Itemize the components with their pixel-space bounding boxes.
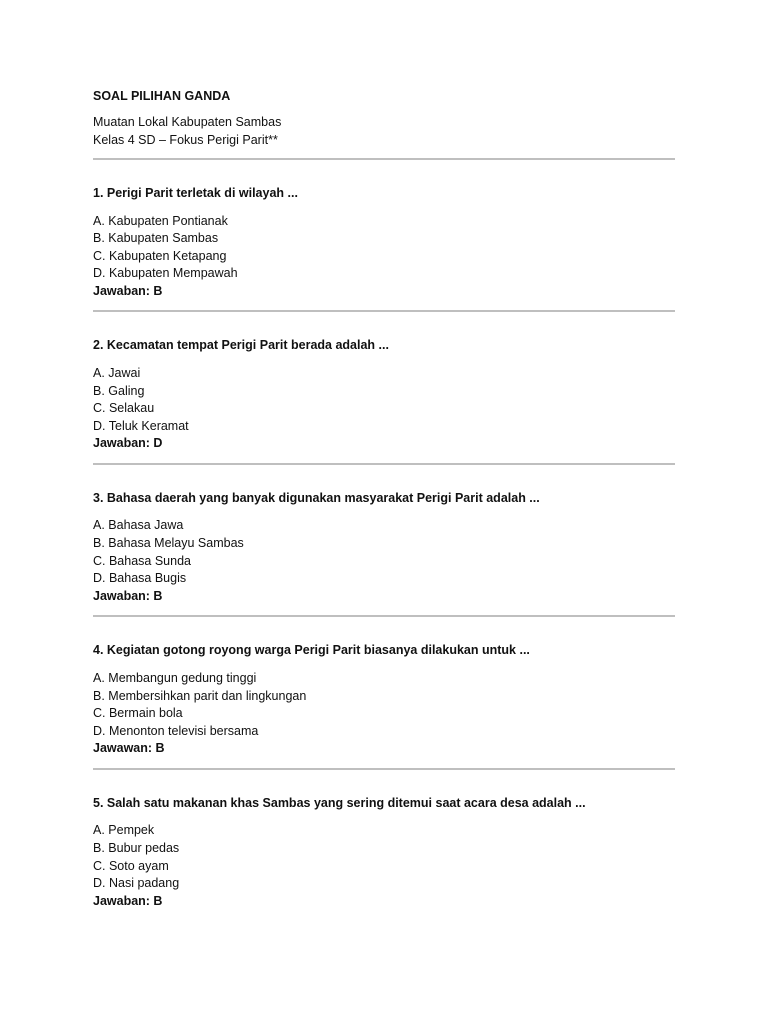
option-b: B. Bubur pedas — [93, 840, 180, 855]
question-text: 1. Perigi Parit terletak di wilayah ... — [93, 186, 298, 200]
question-5 — [93, 770, 675, 910]
option-a: A. Pempek — [93, 823, 155, 838]
option-b: B. Galing — [93, 383, 145, 398]
option-d: D. Menonton televisi bersama — [93, 723, 259, 738]
option-a: A. Bahasa Jawa — [93, 518, 184, 533]
answer-key: Jawaban: B — [93, 283, 163, 298]
question-2 — [93, 312, 675, 452]
option-c: C. Bahasa Sunda — [93, 553, 191, 568]
option-c: C. Kabupaten Ketapang — [93, 248, 227, 263]
document-page — [93, 88, 675, 920]
option-d: D. Teluk Keramat — [93, 418, 189, 433]
document-title: SOAL PILIHAN GANDA — [93, 89, 231, 103]
option-list — [93, 517, 675, 587]
subtitle-subject: Muatan Lokal Kabupaten Sambas — [93, 115, 282, 129]
option-c: C. Soto ayam — [93, 858, 169, 873]
option-b: B. Membersihkan parit dan lingkungan — [93, 688, 307, 703]
subtitle-grade: Kelas 4 SD – Fokus Perigi Parit** — [93, 132, 278, 147]
option-c: C. Bermain bola — [93, 706, 183, 721]
option-a: A. Membangun gedung tinggi — [93, 670, 257, 685]
option-a: A. Jawai — [93, 365, 141, 380]
question-text: 3. Bahasa daerah yang banyak digunakan masyarakat Perigi Parit adalah ... — [93, 490, 540, 505]
option-a: A. Kabupaten Pontianak — [93, 213, 228, 228]
option-list — [93, 213, 675, 283]
option-list — [93, 670, 675, 740]
answer-key: Jawaban: B — [93, 893, 163, 908]
answer-key: Jawaban: B — [93, 588, 163, 603]
question-text: 4. Kegiatan gotong royong warga Perigi Parit biasanya dilakukan untuk ... — [93, 643, 530, 658]
answer-key: Jawaban: D — [93, 436, 163, 451]
question-4 — [93, 617, 675, 757]
answer-key: Jawawan: B — [93, 741, 165, 756]
option-b: B. Kabupaten Sambas — [93, 231, 219, 246]
question-1 — [93, 160, 675, 300]
option-c: C. Selakau — [93, 401, 155, 416]
option-d: D. Kabupaten Mempawah — [93, 266, 238, 281]
option-d: D. Bahasa Bugis — [93, 571, 187, 586]
question-text: 5. Salah satu makanan khas Sambas yang sering ditemui saat acara desa adalah ... — [93, 795, 586, 810]
option-list — [93, 365, 675, 435]
question-3 — [93, 465, 675, 605]
question-text: 2. Kecamatan tempat Perigi Parit berada adalah ... — [93, 338, 389, 353]
option-d: D. Nasi padang — [93, 876, 180, 891]
option-list — [93, 822, 675, 892]
option-b: B. Bahasa Melayu Sambas — [93, 536, 244, 551]
document-subtitle — [93, 114, 675, 149]
